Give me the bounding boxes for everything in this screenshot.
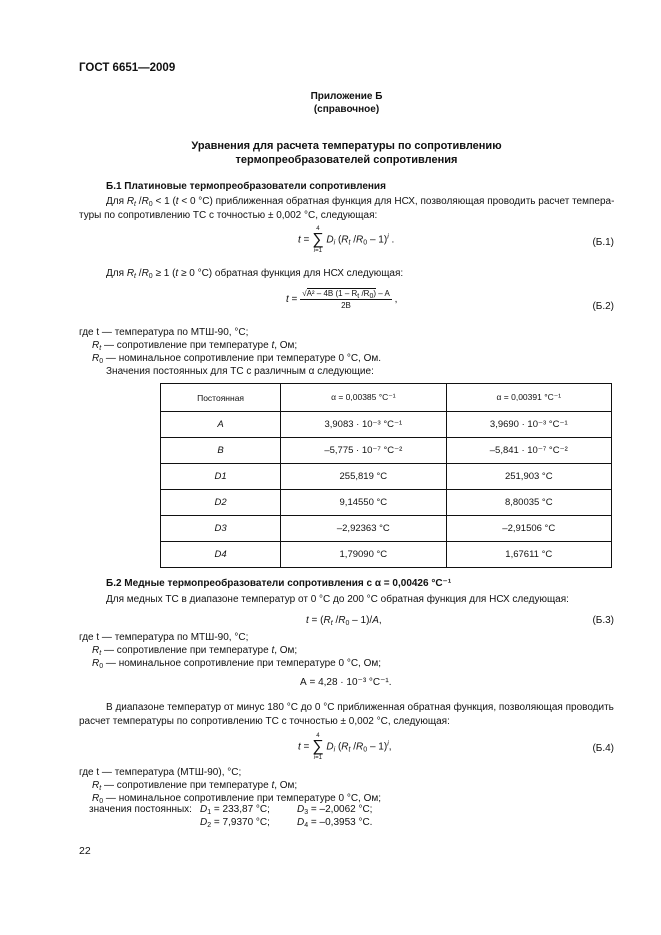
standard-code: ГОСТ 6651—2009 (79, 62, 176, 74)
section-title-line2: термопреобразователей сопротивления (235, 154, 458, 166)
b1-consts-intro: Значения постоянных для ТС с различным α следующие: (106, 366, 374, 377)
table-cell: D3 (161, 516, 281, 542)
b2-heading: Б.2 Медные термопреобразователи сопротивления с α = 0,00426 °С⁻¹ (106, 578, 452, 589)
b1-para1: Для $R_t$ $/R_0 < 1$ (t < 0 °С) приближенная обратная функция для НСХ, позволяющая проводить расчет темпера- (106, 196, 615, 208)
b1-para2: Для $R_t$ $/R_0 \ge 1$ (t ≥ 0 °С) обратная функция для НСХ следующая: (106, 268, 404, 280)
b2-consts-label: значения постоянных: (89, 804, 192, 815)
b1-where-rt: $R_t$ — сопротивление при температуре t, Ом; (92, 340, 298, 352)
eq-b4-number: (Б.4) (592, 743, 614, 754)
equation-b4: t = 4 ∑ i=1 $D_i$ ($R_t$ $/R_0 - 1)^i$, (298, 733, 392, 761)
eq-b3-number: (Б.3) (592, 615, 614, 626)
table-row (161, 464, 612, 490)
table-header: α = 0,00385 °С⁻¹ (281, 384, 446, 412)
table-cell: A (161, 412, 281, 438)
table-cell: 3,9083 · 10⁻³ °С⁻¹ (281, 412, 446, 438)
table-cell: –2,91506 °С (446, 516, 611, 542)
b1-where-r0: $R_0$ — номинальное сопротивление при температуре 0 °С, Ом. (92, 353, 382, 365)
b2-para2-line2: расчет температуры по сопротивлению ТС с точностью ± 0,002 °С, следующая: (79, 716, 450, 727)
table-cell: –5,841 · 10⁻⁷ °С⁻² (446, 438, 611, 464)
b2-a-value: А = 4,28 · 10⁻³ °С⁻¹. (300, 677, 392, 688)
table-cell: 1,79090 °С (281, 542, 446, 568)
b2-where-rt: $R_t$ — сопротивление при температуре t, Ом; (92, 645, 298, 657)
appendix-subtitle: (справочное) (313, 104, 380, 115)
table-cell: –5,775 · 10⁻⁷ °С⁻² (281, 438, 446, 464)
table-cell: B (161, 438, 281, 464)
table-cell: 8,80035 °С (446, 490, 611, 516)
table-cell: 251,903 °С (446, 464, 611, 490)
table-row (161, 542, 612, 568)
b2-where2-r0: $R_0$ — номинальное сопротивление при температуре 0 °С, Ом; (92, 793, 382, 805)
table-header-row (161, 384, 612, 412)
equation-b1: t = 4 ∑ i=1 $D_i$ ($R_t$ $/R_0 - 1)^i$ . (298, 226, 395, 254)
equation-b2: t = $\frac{√A^2 - 4B (1 - R_t /R_0) - A}{2B}$ , (286, 289, 398, 310)
b2-where2-t: где t — температура (МТШ-90), °С; (79, 767, 242, 778)
eq-b2-number: (Б.2) (592, 301, 614, 312)
table-cell: D2 (161, 490, 281, 516)
table-header: Постоянная (161, 384, 281, 412)
table-header: α = 0,00391 °С⁻¹ (446, 384, 611, 412)
table-cell: D4 (161, 542, 281, 568)
b2-const-d2: $D_2 = 7,9370$ °С; (200, 817, 270, 829)
table-row (161, 516, 612, 542)
b1-para1-line2: туры по сопротивлению ТС с точностью ± 0,002 °С, следующая: (79, 210, 378, 221)
eq-b1-number: (Б.1) (592, 237, 614, 248)
table-row (161, 412, 612, 438)
b2-where-r0: $R_0$ — номинальное сопротивление при температуре 0 °С, Ом; (92, 658, 382, 670)
b2-const-d3: $D_3 = -2,0062$ °С; (297, 804, 373, 816)
b1-heading: Б.1 Платиновые термопреобразователи сопротивления (106, 181, 386, 192)
b2-where-t: где t — температура по МТШ-90, °С; (79, 632, 249, 643)
equation-b3: $t = (R_t$ $/R_0 - 1)/A$, (306, 615, 382, 627)
table-cell: 3,9690 · 10⁻³ °С⁻¹ (446, 412, 611, 438)
b2-const-d4: $D_4 = -0,3953$ °С. (297, 817, 373, 829)
table-cell: –2,92363 °С (281, 516, 446, 542)
table-row (161, 438, 612, 464)
table-cell: D1 (161, 464, 281, 490)
b2-const-d1: $D_1 = 233,87$ °С; (200, 804, 270, 816)
b2-where2-rt: $R_t$ — сопротивление при температуре t, Ом; (92, 780, 298, 792)
b2-para1: Для медных ТС в диапазоне температур от 0 °С до 200 °С обратная функция для НСХ следующая: (106, 594, 569, 605)
b1-where-t: где t — температура по МТШ-90, °С; (79, 327, 249, 338)
section-title-line1: Уравнения для расчета температуры по сопротивлению (191, 140, 502, 152)
table-cell: 9,14550 °С (281, 490, 446, 516)
table-cell: 255,819 °С (281, 464, 446, 490)
constants-table (160, 383, 612, 568)
page-number: 22 (79, 845, 91, 857)
table-cell: 1,67611 °С (446, 542, 611, 568)
b2-para2-line1: В диапазоне температур от минус 180 °С до 0 °С приближенная обратная функция, позволяющая проводить (106, 702, 614, 713)
table-row (161, 490, 612, 516)
appendix-title: Приложение Б (310, 91, 383, 102)
